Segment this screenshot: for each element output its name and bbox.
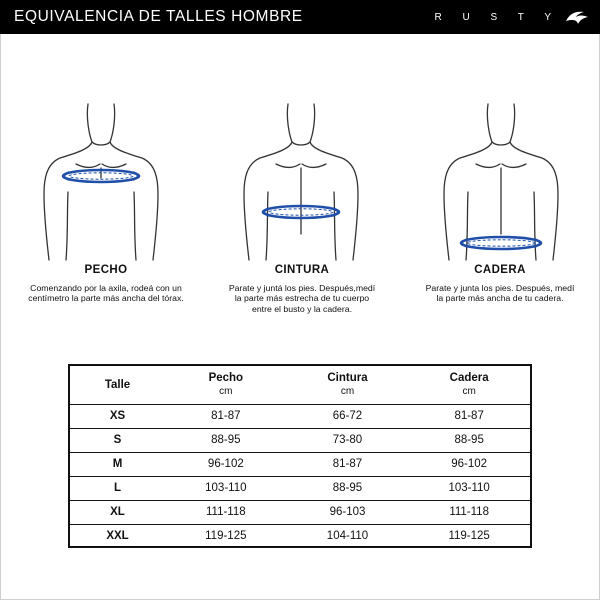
cell-talle: XS: [70, 404, 165, 428]
header-unit: cm: [462, 386, 476, 398]
cell-cintura: 104-110: [287, 524, 409, 548]
cell-cadera: 96-102: [408, 452, 530, 476]
caption-cadera: [400, 264, 600, 304]
torso-figure-hip: [416, 84, 586, 260]
cell-talle: L: [70, 476, 165, 500]
caption-text: [202, 283, 402, 314]
cell-cintura: 73-80: [287, 428, 409, 452]
torso-hip-icon: [416, 84, 586, 260]
page-title: EQUIVALENCIA DE TALLES HOMBRE: [14, 8, 303, 25]
header-unit: cm: [219, 386, 233, 398]
header-pecho: [165, 366, 287, 404]
cell-cadera: 103-110: [408, 476, 530, 500]
header-cadera: [408, 366, 530, 404]
torso-waist-icon: [216, 84, 386, 260]
brand-name: R U S T Y: [434, 11, 560, 23]
caption-cintura: [202, 264, 402, 314]
cell-cadera: 119-125: [408, 524, 530, 548]
table-row: [70, 428, 530, 452]
cell-talle: XL: [70, 500, 165, 524]
caption-title: PECHO: [84, 264, 128, 276]
cell-talle: XXL: [70, 524, 165, 548]
caption-title: CADERA: [474, 264, 526, 276]
header-cintura: [287, 366, 409, 404]
caption-text: [6, 283, 206, 304]
caption-line: entre el busto y la cadera.: [252, 303, 352, 314]
header-bar: [0, 0, 600, 34]
header-label: Cadera: [449, 372, 489, 385]
measuring-tape: [461, 237, 541, 249]
header-talle: [70, 366, 165, 404]
caption-line: centímetro la parte más ancha del tórax.: [28, 293, 184, 304]
header-unit: cm: [340, 386, 355, 398]
caption-text: [400, 283, 600, 304]
caption-line: la parte más estrecha de tu cuerpo: [234, 293, 370, 304]
cell-pecho: 103-110: [165, 476, 287, 500]
cell-cadera: 81-87: [408, 404, 530, 428]
table-row: [70, 452, 530, 476]
torso-figure-waist: [216, 84, 386, 260]
cell-talle: M: [70, 452, 165, 476]
brand: [435, 7, 590, 27]
table-header-row: [70, 366, 530, 404]
size-table: [70, 366, 530, 548]
table-row: [70, 500, 530, 524]
cell-cintura: 66-72: [287, 404, 409, 428]
cell-talle: S: [70, 428, 165, 452]
cell-pecho: 96-102: [165, 452, 287, 476]
caption-line: Parate y junta los pies. Después, medí: [425, 283, 575, 293]
caption-line: Parate y juntá los pies. Después,medí: [228, 283, 376, 293]
cell-cadera: 111-118: [408, 500, 530, 524]
cell-pecho: 88-95: [165, 428, 287, 452]
caption-pecho: [6, 264, 206, 304]
cell-cintura: 81-87: [287, 452, 409, 476]
header-label: Talle: [104, 378, 131, 391]
caption-line: la parte más ancha de tu cadera.: [436, 293, 564, 304]
size-table-box: [68, 364, 532, 548]
torso-chest-icon: [16, 84, 186, 260]
caption-title: CINTURA: [274, 264, 330, 276]
cell-cadera: 88-95: [408, 428, 530, 452]
rusty-logo-icon: [564, 7, 590, 27]
cell-pecho: 119-125: [165, 524, 287, 548]
cell-cintura: 96-103: [287, 500, 409, 524]
table-row: [70, 404, 530, 428]
caption-line: Comenzando por la axila, rodeá con un: [30, 283, 182, 293]
header-label: Pecho: [208, 372, 244, 385]
cell-cintura: 88-95: [287, 476, 409, 500]
table-row: [70, 476, 530, 500]
cell-pecho: 81-87: [165, 404, 287, 428]
header-label: Cintura: [327, 372, 368, 385]
cell-pecho: 111-118: [165, 500, 287, 524]
torso-figure-chest: [16, 84, 186, 260]
table-row: [70, 524, 530, 548]
